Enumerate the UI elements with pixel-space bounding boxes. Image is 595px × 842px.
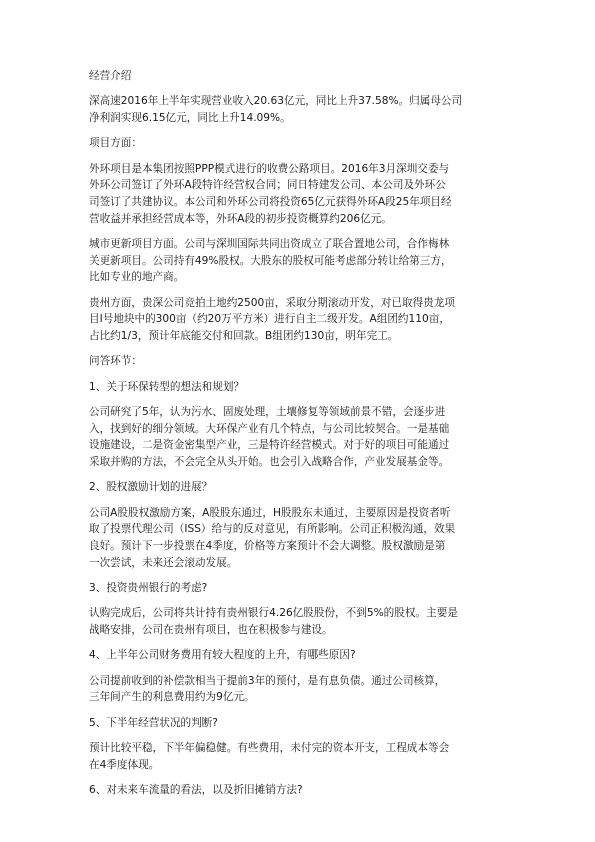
text-line: 采取并购的方法，不会完全从头开始。也会引入战略合作，产业发展基金等。: [89, 456, 450, 469]
question-3: [89, 580, 519, 597]
section-heading-projects: [89, 135, 519, 152]
paragraph-guizhou: [89, 295, 519, 345]
text-line: 三年间产生的利息费用约为9亿元。: [89, 691, 255, 704]
text-line: 设施建设，二是资金密集型产业，三是特许经营模式。对于好的项目可能通过: [89, 439, 450, 452]
paragraph-revenue: [89, 93, 519, 126]
text-line: 净利润实现6.15亿元，同比上升14.09%。: [89, 112, 291, 124]
text-line: 1、关于环保转型的想法和规划？: [89, 380, 245, 393]
text-line: 外环公司签订了外环A段特许经营权合同；同日特建发公司、本公司及外环公: [89, 179, 446, 192]
section-heading-business-intro: [89, 68, 519, 85]
text-line: 城市更新项目方面。公司与深圳国际共同出资成立了联合置地公司，合作梅林: [89, 238, 450, 250]
text-line: 公司提前收到的补偿款相当于提前3年的预付，是有息负债。通过公司核算，: [89, 674, 446, 687]
text-line: 战略安排，公司在贵州有项目，也在积极参与建设。: [89, 624, 333, 637]
document-page: [89, 68, 519, 807]
text-line: 5、下半年经营状况的判断?: [89, 716, 218, 729]
question-1: [89, 379, 519, 396]
text-line: 项目方面：: [89, 137, 142, 150]
answer-5: [89, 740, 519, 773]
text-line: 问答环节：: [89, 355, 142, 368]
section-heading-qa: [89, 353, 519, 370]
question-5: [89, 715, 519, 732]
answer-2: [89, 505, 519, 572]
text-line: 取了投票代理公司（ISS）给与的反对意见，有所影响。公司正积极沟通，效果: [89, 523, 456, 536]
text-line: 营收益并承担经营成本等，外环A段的初步投资概算约206亿元。: [89, 212, 392, 225]
text-line: 司签订了共建协议。本公司和外环公司将投资65亿元获得外环A段25年项目经: [89, 196, 452, 208]
text-line: 6、对未来车流量的看法，以及折旧摊销方法?: [89, 784, 303, 796]
text-line: 经营介绍: [89, 70, 132, 82]
text-line: 占比约1/3，预计年底能交付和回款。B组团约130亩，明年完工。: [89, 330, 399, 343]
text-line: 2、股权激励计划的进展？: [89, 481, 213, 494]
question-2: [89, 479, 519, 496]
text-line: 4、上半年公司财务费用有较大程度的上升，有哪些原因?: [89, 649, 356, 662]
answer-3: [89, 605, 519, 638]
text-line: 一次尝试，未来还会滚动发展。: [89, 556, 238, 569]
text-line: 深高速2016年上半年实现营业收入20.63亿元，同比上升37.58%。归属母公司: [89, 95, 463, 108]
text-line: 3、投资贵州银行的考虑?: [89, 582, 208, 595]
text-line: 贵州方面，贵深公司竞拍土地约2500亩，采取分期滚动开发，对已取得贵龙项: [89, 296, 455, 309]
text-line: 认购完成后，公司将共计持有贵州银行4.26亿股股份，不到5%的股权。主要是: [89, 607, 458, 620]
paragraph-ring-road-project: [89, 161, 519, 228]
text-line: 公司A股股权激励方案，A股股东通过，H股股东未通过，主要原因是投资者听: [89, 506, 451, 519]
text-line: 比如专业的地产商。: [89, 271, 185, 284]
text-line: 关更新项目。公司持有49%股权。大股东的股权可能考虑部分转让给第三方，: [89, 254, 452, 267]
question-4: [89, 647, 519, 664]
paragraph-urban-renewal: [89, 236, 519, 286]
text-line: 目Ⅰ号地块中的300亩（约20万平方米）进行自主二级开发。A组团约110亩，: [89, 313, 450, 326]
answer-1: [89, 404, 519, 471]
text-line: 外环项目是本集团按照PPP模式进行的收费公路项目。2016年3月深圳交委与: [89, 162, 450, 175]
question-6: [89, 782, 519, 799]
text-line: 良好。预计下一步投票在4季度，价格等方案预计不会大调整。股权激励是第: [89, 540, 446, 553]
text-line: 入，找到好的细分领域。大环保产业有几个特点，与公司比较契合。一是基础: [89, 422, 450, 435]
text-line: 公司研究了5年，认为污水、固废处理，土壤修复等领域前景不错，会逐步进: [89, 406, 446, 418]
answer-4: [89, 673, 519, 706]
text-line: 预计比较平稳，下半年偏稳健。有些费用，未付完的资本开支，工程成本等会: [89, 742, 450, 754]
text-line: 在4季度体现。: [89, 758, 160, 771]
